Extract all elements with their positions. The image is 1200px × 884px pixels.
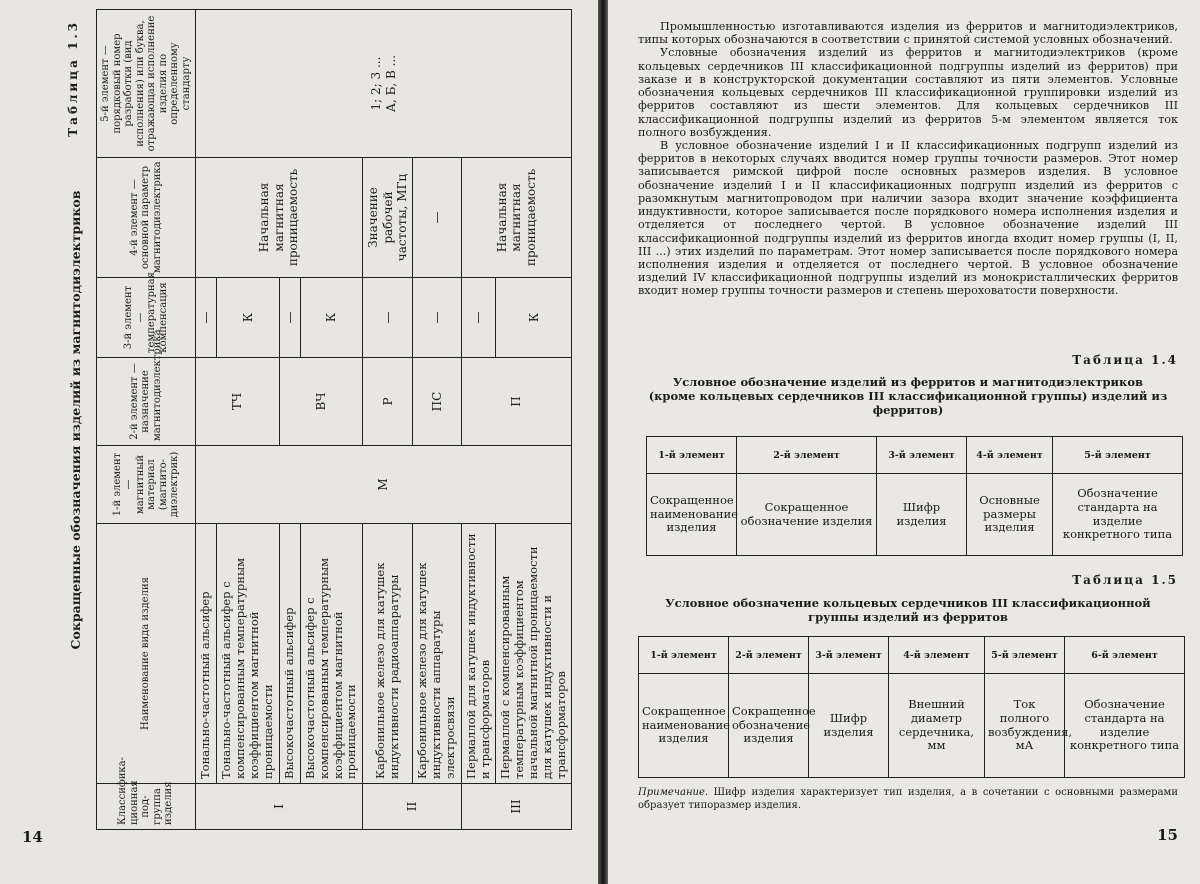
- table-1-3-caption: Сокращенные обозначения изделий из магнитодиэлектриков: [68, 190, 83, 650]
- header-element-2: 2-й элемент: [737, 437, 877, 474]
- table-cell: Шифр изделия: [877, 474, 967, 556]
- header-element-3: 3-й элемент: [809, 637, 889, 674]
- table-1-4-caption: Условное обозначение изделий из ферритов и магнитодиэлектриков (кроме кольцевых сердечников III классификационной группы) изделий из ферритов): [648, 375, 1168, 417]
- subgroup-code: I: [196, 784, 363, 830]
- element-3-value: —: [461, 278, 496, 358]
- table-1-5-header-row: [639, 637, 1185, 674]
- product-name: Пермаллой для катушек индуктивности и трансформаторов: [461, 524, 496, 784]
- book-spine: [598, 0, 608, 884]
- table-cell: Сокращенное наименование изделия: [639, 674, 729, 778]
- note-text: Шифр изделия характеризует тип изделия, а в сочетании с основными размерами образует типоразмер изделия.: [638, 787, 1178, 811]
- element-3-value: К: [496, 278, 572, 358]
- product-name: Высокочастотный альсифер: [279, 524, 300, 784]
- table-note: [638, 787, 1178, 812]
- table-cell: Сокращенное обозначение изделия: [737, 474, 877, 556]
- element-4-value: Значение рабочей частоты, МГц: [363, 158, 413, 278]
- table-1-5-label: Таблица 1.5: [1072, 573, 1178, 587]
- table-1-4-label: Таблица 1.4: [1072, 353, 1178, 367]
- element-4-value: Начальная магнитная проницаемость: [196, 158, 363, 278]
- subgroup-code: II: [363, 784, 462, 830]
- paragraph: В условное обозначение изделий I и II классификационных подгрупп изделий из ферритов в некоторых случаях вводится номер группы точности размеров. Этот номер записывается римской цифрой после основных размеров изделия. В условное обозначение изделий I и II классификационных подгрупп изделий из ферритов с разомкнутым магнитопроводом при наличии зазора входит значение коэффициента индуктивности, которое записывается после порядкового номера исполнения изделия и отделяется от последнего чертой. В условное обозначение изделий III классификационной подгруппы изделий из ферритов иногда входит номер группы (I, II, III ...) этих изделий по параметрам. Этот номер записывается после порядкового номера исполнения изделия и отделяется от последнего чертой. В условное обозначение изделий IV классификационной подгруппы изделий из монокристаллических ферритов входит номер группы точности размеров и степень шероховатости поверхности.: [638, 138, 1178, 298]
- header-element-1: 1-й элемент: [647, 437, 737, 474]
- element-3-value: —: [196, 278, 217, 358]
- element-3-value: К: [300, 278, 362, 358]
- table-1-5: [638, 636, 1185, 778]
- page-number-left: 14: [22, 828, 43, 846]
- table-cell: Сокращенное наименование изделия: [647, 474, 737, 556]
- product-name: Карбонильное железо для катушек индуктивности аппаратуры электросвязи: [413, 524, 461, 784]
- rotated-table-area: [60, 10, 580, 830]
- header-element-5: 5-й элемент: [1053, 437, 1183, 474]
- note-label: Примечание.: [638, 787, 709, 798]
- product-name: Тонально-частотный альсифер с компенсированным температурным коэффициентом магнитной проницаемости: [217, 524, 279, 784]
- table-1-3-header-row: [97, 10, 196, 830]
- element-2-value: ВЧ: [279, 358, 363, 446]
- header-element-4: 4-й элемент: [967, 437, 1053, 474]
- element-3-value: —: [363, 278, 413, 358]
- table-row: [196, 10, 217, 830]
- element-5-value: 1; 2; 3 ... А, Б, В ...: [196, 10, 572, 158]
- header-element-5: 5-й элемент — порядковый номер разработки (вид исполнения) или буква, отражающая исполнение изделия по определенному стандарту: [97, 10, 196, 158]
- element-2-value: Р: [363, 358, 413, 446]
- table-1-3-label: Таблица 1.3: [66, 20, 80, 137]
- table-cell: Ток полного возбуждения, мА: [985, 674, 1065, 778]
- left-page: [0, 0, 598, 884]
- header-element-3: 3-й элемент: [877, 437, 967, 474]
- table-cell: Внешний диаметр сердечника, мм: [889, 674, 985, 778]
- subgroup-code: III: [461, 784, 572, 830]
- table-1-4-header-row: [647, 437, 1183, 474]
- table-1-5-caption: Условное обозначение кольцевых сердечников III классификационной группы изделий из ферритов: [665, 596, 1151, 624]
- element-2-value: П: [461, 358, 572, 446]
- product-name: Тонально-частотный альсифер: [196, 524, 217, 784]
- element-4-value: Начальная магнитная проницаемость: [461, 158, 572, 278]
- header-element-4: 4-й элемент: [889, 637, 985, 674]
- table-1-3: [96, 9, 572, 830]
- product-name: Карбонильное железо для катушек индуктивности радиоаппаратуры: [363, 524, 413, 784]
- header-subgroup: Классифика-ционная под-группа изделия: [97, 784, 196, 830]
- header-product-name: Наименование вида изделия: [97, 524, 196, 784]
- table-cell: Обозначение стандарта на изделие конкретного типа: [1065, 674, 1185, 778]
- header-element-5: 5-й элемент: [985, 637, 1065, 674]
- header-element-1: 1-й элемент — магнитный материал (магнито-диэлектрик): [97, 446, 196, 524]
- rotated-table-content: [60, 10, 580, 830]
- table-cell: Обозначение стандарта на изделие конкретного типа: [1053, 474, 1183, 556]
- header-element-1: 1-й элемент: [639, 637, 729, 674]
- table-cell: Шифр изделия: [809, 674, 889, 778]
- product-name: Высокочастотный альсифер с компенсированным температурным коэффициентом магнитной проницаемости: [300, 524, 362, 784]
- page-number-right: 15: [1157, 826, 1178, 844]
- element-4-value: —: [413, 158, 461, 278]
- header-element-3: 3-й элемент — температурная компенсация: [97, 278, 196, 358]
- header-element-4: 4-й элемент — основной параметр магнитодиэлектрика: [97, 158, 196, 278]
- body-text: [638, 20, 1178, 298]
- table-1-4: [646, 436, 1183, 556]
- paragraph: Промышленностью изготавливаются изделия из ферритов и магнитодиэлектриков, типы которых обозначаются в соответствии с принятой системой условных обозначений.: [638, 20, 1178, 47]
- table-row: [639, 674, 1185, 778]
- header-element-2: 2-й элемент — назначение магнитодиэлектрика: [97, 358, 196, 446]
- element-2-value: ПС: [413, 358, 461, 446]
- element-1-value: М: [196, 446, 572, 524]
- element-3-value: —: [413, 278, 461, 358]
- element-3-value: —: [279, 278, 300, 358]
- header-element-6: 6-й элемент: [1065, 637, 1185, 674]
- product-name: Пермаллой с компенсированным температурным коэффициентом начальной магнитной проницаемости для катушек индуктивности и трансформаторов: [496, 524, 572, 784]
- element-3-value: К: [217, 278, 279, 358]
- table-cell: Сокращенное обозначение изделия: [729, 674, 809, 778]
- right-page: [608, 0, 1200, 884]
- table-row: [647, 474, 1183, 556]
- header-element-2: 2-й элемент: [729, 637, 809, 674]
- paragraph: Условные обозначения изделий из ферритов и магнитодиэлектриков (кроме кольцевых сердечников III классификационной подгруппы изделий из ферритов) при заказе и в конструкторской документации составляют из пяти элементов. Условные обозначения кольцевых сердечников III классификационной группировки изделий из ферритов составляют из шести элементов. Для кольцевых сердечников III классификационной подгруппы изделий из ферритов 5-м элементом является ток полного возбуждения.: [638, 46, 1178, 139]
- element-2-value: ТЧ: [196, 358, 280, 446]
- table-cell: Основные размеры изделия: [967, 474, 1053, 556]
